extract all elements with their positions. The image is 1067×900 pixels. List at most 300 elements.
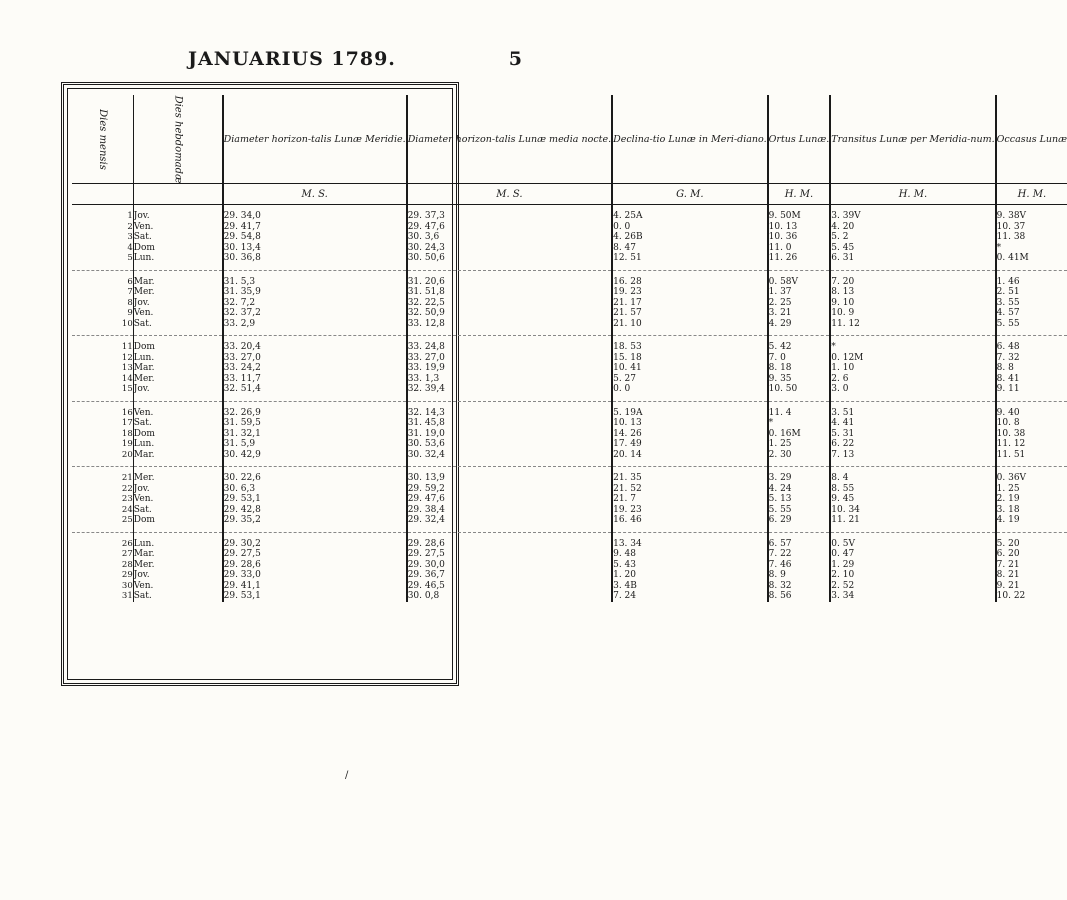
occasus-cell: 3. 18 <box>996 504 1020 515</box>
diameter-nocte-cell: 33. 19,9 <box>407 363 612 374</box>
ortus-cell: 11. 4 <box>768 401 831 418</box>
unit-cell: M. S. <box>223 184 407 205</box>
declinatio-cell: 10. 13 <box>612 418 768 429</box>
day-cell: 31 <box>72 591 133 602</box>
occasus-cell: 8. 8 <box>996 363 1014 373</box>
diameter-meridie-cell: 33. 27,0 <box>223 353 407 364</box>
day-cell: 29 <box>72 570 133 581</box>
diameter-meridie-cell: 33. 2,9 <box>223 319 407 336</box>
ortus-cell: 1. 37 <box>768 287 831 298</box>
weekday-cell: Ven. <box>133 494 222 505</box>
ortus-cell: * <box>768 418 831 429</box>
declinatio-cell: 0. 0 <box>612 222 768 233</box>
day-cell: 20 <box>72 450 133 467</box>
diameter-nocte-cell: 30. 13,9 <box>407 467 612 484</box>
diameter-nocte-cell: 33. 1,3 <box>407 374 612 385</box>
ortus-cell: 7. 0 <box>768 353 831 364</box>
day-cell: 1 <box>72 205 133 222</box>
occasus-cell: 11. 38 <box>996 232 1026 242</box>
transitus-cell: 8. 55 <box>830 484 995 495</box>
declinatio-cell: 20. 14 <box>612 450 768 467</box>
table-row <box>72 336 1067 353</box>
ortus-cell: 5. 42 <box>768 336 831 353</box>
table-row <box>72 429 1067 440</box>
diameter-nocte-cell: 29. 59,2 <box>407 484 612 495</box>
transitus-cell: 0. 5V <box>830 532 995 549</box>
diameter-meridie-cell: 29. 34,0 <box>223 205 407 222</box>
day-cell: 22 <box>72 484 133 495</box>
unit-cell: G. M. <box>612 184 768 205</box>
declinatio-cell: 17. 49 <box>612 439 768 450</box>
declinatio-cell: 5. 27 <box>612 374 768 385</box>
ortus-cell: 9. 35 <box>768 374 831 385</box>
ortus-cell: 5. 13 <box>768 494 831 505</box>
diameter-nocte-cell: 30. 32,4 <box>407 450 612 467</box>
diameter-nocte-cell: 33. 12,8 <box>407 319 612 336</box>
diameter-meridie-cell: 30. 36,8 <box>223 253 407 270</box>
diameter-meridie-cell: 29. 28,6 <box>223 560 407 571</box>
occasus-cell: * <box>996 242 1002 253</box>
ortus-cell: 8. 9 <box>768 570 831 581</box>
table-row <box>72 205 1067 222</box>
table-row <box>72 363 1067 374</box>
diameter-meridie-cell: 29. 41,7 <box>223 222 407 233</box>
ortus-cell: 6. 57 <box>768 532 831 549</box>
table-row <box>72 319 1067 336</box>
transitus-cell: 3. 34 <box>830 591 995 602</box>
declinatio-cell: 7. 24 <box>612 591 768 602</box>
day-cell: 27 <box>72 549 133 560</box>
day-cell: 23 <box>72 494 133 505</box>
transitus-cell: * <box>830 336 995 353</box>
table-row <box>72 308 1067 319</box>
diameter-meridie-cell: 31. 5,3 <box>223 270 407 287</box>
day-cell: 30 <box>72 581 133 592</box>
table-row <box>72 450 1067 467</box>
occasus-cell: 9. 21 <box>996 580 1020 591</box>
occasus-cell: 2. 19 <box>996 494 1020 504</box>
diameter-meridie-cell: 31. 32,1 <box>223 429 407 440</box>
table-row <box>72 467 1067 484</box>
table-row <box>72 515 1067 532</box>
day-cell: 15 <box>72 384 133 401</box>
transitus-cell: 10. 9 <box>830 308 995 319</box>
occasus-cell: 4. 19 <box>996 515 1067 532</box>
transitus-cell: 0. 12M <box>830 353 995 364</box>
declinatio-cell: 21. 10 <box>612 319 768 336</box>
weekday-cell: Mar. <box>133 363 222 374</box>
diameter-meridie-cell: 33. 24,2 <box>223 363 407 374</box>
declinatio-cell: 19. 23 <box>612 505 768 516</box>
transitus-cell: 4. 20 <box>830 222 995 233</box>
diameter-nocte-cell: 30. 50,6 <box>407 253 612 270</box>
ortus-cell: 6. 29 <box>768 515 831 532</box>
weekday-cell: Mer. <box>133 287 222 298</box>
transitus-cell: 4. 41 <box>830 418 995 429</box>
weekday-cell: Mer. <box>133 467 222 484</box>
day-cell: 24 <box>72 505 133 516</box>
ortus-cell: 11. 0 <box>768 243 831 254</box>
occasus-cell: 10. 38 <box>996 428 1026 439</box>
weekday-cell: Sat. <box>133 232 222 243</box>
transitus-cell: 8. 13 <box>830 287 995 298</box>
occasus-cell: 11. 12 <box>996 439 1026 449</box>
diameter-nocte-cell: 29. 36,7 <box>407 570 612 581</box>
col-occasus: Occasus Lunæ <box>996 133 1067 145</box>
table-row <box>72 418 1067 429</box>
ortus-cell: 3. 29 <box>768 467 831 484</box>
table-row <box>72 439 1067 450</box>
occasus-cell: 9. 38V <box>996 211 1027 221</box>
weekday-cell: Ven. <box>133 581 222 592</box>
weekday-cell: Sat. <box>133 591 222 602</box>
almanac-frame <box>61 82 1067 686</box>
day-cell: 25 <box>72 515 133 532</box>
col-declinatio: Declina-tio Lunæ in Meri-diano. <box>612 95 768 184</box>
weekday-cell: Jov. <box>133 384 222 401</box>
day-cell: 9 <box>72 308 133 319</box>
declinatio-cell: 15. 18 <box>612 353 768 364</box>
day-cell: 2 <box>72 222 133 233</box>
transitus-cell: 6. 22 <box>830 439 995 450</box>
table-row <box>72 353 1067 364</box>
diameter-meridie-cell: 29. 42,8 <box>223 505 407 516</box>
table-row <box>72 549 1067 560</box>
diameter-meridie-cell: 30. 42,9 <box>223 450 407 467</box>
weekday-cell: Jov. <box>133 484 222 495</box>
day-cell: 4 <box>72 243 133 254</box>
weekday-cell: Lun. <box>133 353 222 364</box>
diameter-nocte-cell: 29. 38,4 <box>407 505 612 516</box>
day-cell: 28 <box>72 560 133 571</box>
day-cell: 18 <box>72 429 133 440</box>
weekday-cell: Lun. <box>133 253 222 270</box>
transitus-cell: 6. 31 <box>830 253 995 270</box>
declinatio-cell: 4. 26B <box>612 232 768 243</box>
day-cell: 19 <box>72 439 133 450</box>
diameter-meridie-cell: 30. 6,3 <box>223 484 407 495</box>
occasus-cell: 0. 41M <box>996 253 1067 270</box>
day-cell: 10 <box>72 319 133 336</box>
declinatio-cell: 16. 28 <box>612 270 768 287</box>
ortus-cell: 11. 26 <box>768 253 831 270</box>
declinatio-cell: 8. 47 <box>612 243 768 254</box>
weekday-cell: Mer. <box>133 374 222 385</box>
day-cell: 21 <box>72 467 133 484</box>
diameter-nocte-cell: 31. 19,0 <box>407 429 612 440</box>
table-row <box>72 374 1067 385</box>
diameter-nocte-cell: 29. 32,4 <box>407 515 612 532</box>
unit-cell: M. S. <box>407 184 612 205</box>
table-row <box>72 287 1067 298</box>
transitus-cell: 5. 31 <box>830 429 995 440</box>
weekday-cell: Mer. <box>133 560 222 571</box>
weekday-cell: Ven. <box>133 401 222 418</box>
occasus-cell: 10. 22 <box>996 591 1026 601</box>
declinatio-cell: 21. 17 <box>612 298 768 309</box>
diameter-nocte-cell: 29. 30,0 <box>407 560 612 571</box>
table-body <box>72 205 1067 602</box>
declinatio-cell: 9. 48 <box>612 549 768 560</box>
occasus-cell: 11. 51 <box>996 450 1067 467</box>
weekday-cell: Dom <box>133 243 222 254</box>
table-row <box>72 253 1067 270</box>
weekday-cell: Lun. <box>133 532 222 549</box>
diameter-meridie-cell: 29. 33,0 <box>223 570 407 581</box>
weekday-cell: Jov. <box>133 205 222 222</box>
transitus-cell: 7. 20 <box>830 270 995 287</box>
lunar-table <box>72 95 1067 602</box>
table-row <box>72 384 1067 401</box>
day-cell: 16 <box>72 401 133 418</box>
declinatio-cell: 13. 34 <box>612 532 768 549</box>
weekday-cell: Jov. <box>133 570 222 581</box>
ortus-cell: 10. 36 <box>768 232 831 243</box>
occasus-cell: 6. 20 <box>996 549 1020 559</box>
table-row <box>72 401 1067 418</box>
diameter-nocte-cell: 29. 37,3 <box>407 205 612 222</box>
occasus-cell: 7. 32 <box>996 352 1020 363</box>
transitus-cell: 0. 47 <box>830 549 995 560</box>
declinatio-cell: 5. 43 <box>612 560 768 571</box>
col-dies-mensis: Dies mensis <box>72 95 133 184</box>
declinatio-cell: 21. 52 <box>612 484 768 495</box>
table-row <box>72 581 1067 592</box>
diameter-meridie-cell: 29. 30,2 <box>223 532 407 549</box>
declinatio-cell: 1. 20 <box>612 570 768 581</box>
diameter-nocte-cell: 31. 20,6 <box>407 270 612 287</box>
diameter-meridie-cell: 29. 27,5 <box>223 549 407 560</box>
diameter-nocte-cell: 29. 28,6 <box>407 532 612 549</box>
weekday-cell: Mar. <box>133 270 222 287</box>
table-row <box>72 591 1067 602</box>
declinatio-cell: 16. 46 <box>612 515 768 532</box>
declinatio-cell: 12. 51 <box>612 253 768 270</box>
diameter-meridie-cell: 29. 35,2 <box>223 515 407 532</box>
ortus-cell: 1. 25 <box>768 439 831 450</box>
occasus-cell: 1. 25 <box>996 483 1020 494</box>
table-row <box>72 222 1067 233</box>
day-cell: 8 <box>72 298 133 309</box>
diameter-meridie-cell: 32. 37,2 <box>223 308 407 319</box>
ortus-cell: 5. 55 <box>768 505 831 516</box>
declinatio-cell: 14. 26 <box>612 429 768 440</box>
diameter-meridie-cell: 32. 51,4 <box>223 384 407 401</box>
diameter-nocte-cell: 30. 3,6 <box>407 232 612 243</box>
diameter-meridie-cell: 29. 41,1 <box>223 581 407 592</box>
weekday-cell: Sat. <box>133 418 222 429</box>
weekday-cell: Ven. <box>133 308 222 319</box>
occasus-cell: 9. 40 <box>996 407 1020 418</box>
diameter-meridie-cell: 29. 53,1 <box>223 494 407 505</box>
page-header <box>60 48 530 74</box>
weekday-cell: Dom <box>133 429 222 440</box>
transitus-cell: 11. 12 <box>830 319 995 336</box>
ortus-cell: 8. 18 <box>768 363 831 374</box>
ortus-cell: 0. 16M <box>768 429 831 440</box>
diameter-meridie-cell: 33. 11,7 <box>223 374 407 385</box>
table-row <box>72 532 1067 549</box>
transitus-cell: 2. 10 <box>830 570 995 581</box>
col-ortus: Ortus Lunæ. <box>768 95 831 184</box>
declinatio-cell: 0. 0 <box>612 384 768 401</box>
ortus-cell: 8. 56 <box>768 591 831 602</box>
ortus-cell: 4. 24 <box>768 484 831 495</box>
page-number: 5 <box>508 48 522 70</box>
declinatio-cell: 10. 41 <box>612 363 768 374</box>
unit-cell: H. M. <box>830 184 995 205</box>
ortus-cell: 2. 25 <box>768 298 831 309</box>
diameter-meridie-cell: 32. 26,9 <box>223 401 407 418</box>
diameter-meridie-cell: 31. 35,9 <box>223 287 407 298</box>
ortus-cell: 2. 30 <box>768 450 831 467</box>
ortus-cell: 0. 58V <box>768 270 831 287</box>
ortus-cell: 4. 29 <box>768 319 831 336</box>
weekday-cell: Jov. <box>133 298 222 309</box>
occasus-cell: 7. 21 <box>996 559 1020 570</box>
weekday-cell: Mar. <box>133 549 222 560</box>
transitus-cell: 3. 39V <box>830 205 995 222</box>
col-diameter-nocte: Diameter horizon-talis Lunæ media nocte. <box>407 95 612 184</box>
col-diameter-meridie: Diameter horizon-talis Lunæ Meridie. <box>223 95 407 184</box>
unit-cell: H. M. <box>996 184 1067 205</box>
occasus-cell: 10. 37 <box>996 221 1026 232</box>
header-row <box>72 95 1067 184</box>
diameter-nocte-cell: 32. 50,9 <box>407 308 612 319</box>
diameter-meridie-cell: 29. 54,8 <box>223 232 407 243</box>
page-title: JANUARIUS 1789. <box>188 48 396 70</box>
transitus-cell: 1. 29 <box>830 560 995 571</box>
ortus-cell: 7. 22 <box>768 549 831 560</box>
day-cell: 5 <box>72 253 133 270</box>
unit-cell: H. M. <box>768 184 831 205</box>
diameter-nocte-cell: 32. 14,3 <box>407 401 612 418</box>
day-cell: 13 <box>72 363 133 374</box>
day-cell: 6 <box>72 270 133 287</box>
declinatio-cell: 21. 7 <box>612 494 768 505</box>
declinatio-cell: 5. 19A <box>612 401 768 418</box>
table-row <box>72 484 1067 495</box>
occasus-cell: 5. 20 <box>996 538 1020 549</box>
day-cell: 3 <box>72 232 133 243</box>
diameter-nocte-cell: 32. 39,4 <box>407 384 612 401</box>
occasus-cell: 5. 55 <box>996 319 1067 336</box>
day-cell: 26 <box>72 532 133 549</box>
diameter-nocte-cell: 30. 53,6 <box>407 439 612 450</box>
occasus-cell: 10. 8 <box>996 418 1020 428</box>
diameter-nocte-cell: 31. 51,8 <box>407 287 612 298</box>
weekday-cell: Sat. <box>133 505 222 516</box>
diameter-meridie-cell: 30. 22,6 <box>223 467 407 484</box>
diameter-nocte-cell: 32. 22,5 <box>407 298 612 309</box>
diameter-meridie-cell: 31. 59,5 <box>223 418 407 429</box>
diameter-meridie-cell: 32. 7,2 <box>223 298 407 309</box>
ortus-cell: 10. 13 <box>768 222 831 233</box>
transitus-cell: 9. 10 <box>830 298 995 309</box>
col-dies-hebdomadae: Dies hebdomadæ <box>133 95 222 184</box>
units-row <box>72 184 1067 205</box>
diameter-nocte-cell: 33. 24,8 <box>407 336 612 353</box>
col-transitus: Transitus Lunæ per Meridia-num. <box>830 95 995 184</box>
occasus-cell: 0. 36V <box>996 473 1027 483</box>
day-cell: 14 <box>72 374 133 385</box>
transitus-cell: 2. 6 <box>830 374 995 385</box>
ortus-cell: 9. 50M <box>768 205 831 222</box>
table-row <box>72 494 1067 505</box>
transitus-cell: 3. 51 <box>830 401 995 418</box>
transitus-cell: 10. 34 <box>830 505 995 516</box>
transitus-cell: 3. 0 <box>830 384 995 401</box>
diameter-nocte-cell: 29. 46,5 <box>407 581 612 592</box>
diameter-meridie-cell: 29. 53,1 <box>223 591 407 602</box>
occasus-cell: 4. 57 <box>996 308 1020 318</box>
ortus-cell: 8. 32 <box>768 581 831 592</box>
transitus-cell: 11. 21 <box>830 515 995 532</box>
table-row <box>72 560 1067 571</box>
weekday-cell: Ven. <box>133 222 222 233</box>
transitus-cell: 8. 4 <box>830 467 995 484</box>
occasus-cell: 8. 21 <box>996 570 1020 580</box>
weekday-cell: Lun. <box>133 439 222 450</box>
day-cell: 12 <box>72 353 133 364</box>
table-row <box>72 270 1067 287</box>
diameter-meridie-cell: 33. 20,4 <box>223 336 407 353</box>
declinatio-cell: 4. 25A <box>612 205 768 222</box>
diameter-meridie-cell: 30. 13,4 <box>223 243 407 254</box>
diameter-nocte-cell: 29. 27,5 <box>407 549 612 560</box>
table-row <box>72 243 1067 254</box>
occasus-cell: 2. 51 <box>996 287 1020 297</box>
margin-mark: / <box>345 770 349 781</box>
declinatio-cell: 21. 35 <box>612 467 768 484</box>
occasus-cell: 3. 55 <box>996 297 1020 308</box>
diameter-meridie-cell: 31. 5,9 <box>223 439 407 450</box>
day-cell: 17 <box>72 418 133 429</box>
day-cell: 7 <box>72 287 133 298</box>
diameter-nocte-cell: 30. 24,3 <box>407 243 612 254</box>
table-row <box>72 298 1067 309</box>
declinatio-cell: 18. 53 <box>612 336 768 353</box>
occasus-cell: 1. 46 <box>996 276 1020 287</box>
transitus-cell: 5. 45 <box>830 243 995 254</box>
occasus-cell: 8. 41 <box>996 373 1020 384</box>
day-cell: 11 <box>72 336 133 353</box>
declinatio-cell: 21. 57 <box>612 308 768 319</box>
diameter-nocte-cell: 33. 27,0 <box>407 353 612 364</box>
transitus-cell: 2. 52 <box>830 581 995 592</box>
weekday-cell: Dom <box>133 336 222 353</box>
occasus-cell: 6. 48 <box>996 342 1020 352</box>
diameter-nocte-cell: 29. 47,6 <box>407 494 612 505</box>
ortus-cell: 3. 21 <box>768 308 831 319</box>
table-row <box>72 232 1067 243</box>
ortus-cell: 7. 46 <box>768 560 831 571</box>
ortus-cell: 10. 50 <box>768 384 831 401</box>
table-row <box>72 505 1067 516</box>
weekday-cell: Dom <box>133 515 222 532</box>
declinatio-cell: 19. 23 <box>612 287 768 298</box>
occasus-cell: 9. 11 <box>996 384 1067 401</box>
table-row <box>72 570 1067 581</box>
transitus-cell: 1. 10 <box>830 363 995 374</box>
weekday-cell: Sat. <box>133 319 222 336</box>
transitus-cell: 5. 2 <box>830 232 995 243</box>
diameter-nocte-cell: 31. 45,8 <box>407 418 612 429</box>
transitus-cell: 9. 45 <box>830 494 995 505</box>
diameter-nocte-cell: 30. 0,8 <box>407 591 612 602</box>
transitus-cell: 7. 13 <box>830 450 995 467</box>
weekday-cell: Mar. <box>133 450 222 467</box>
